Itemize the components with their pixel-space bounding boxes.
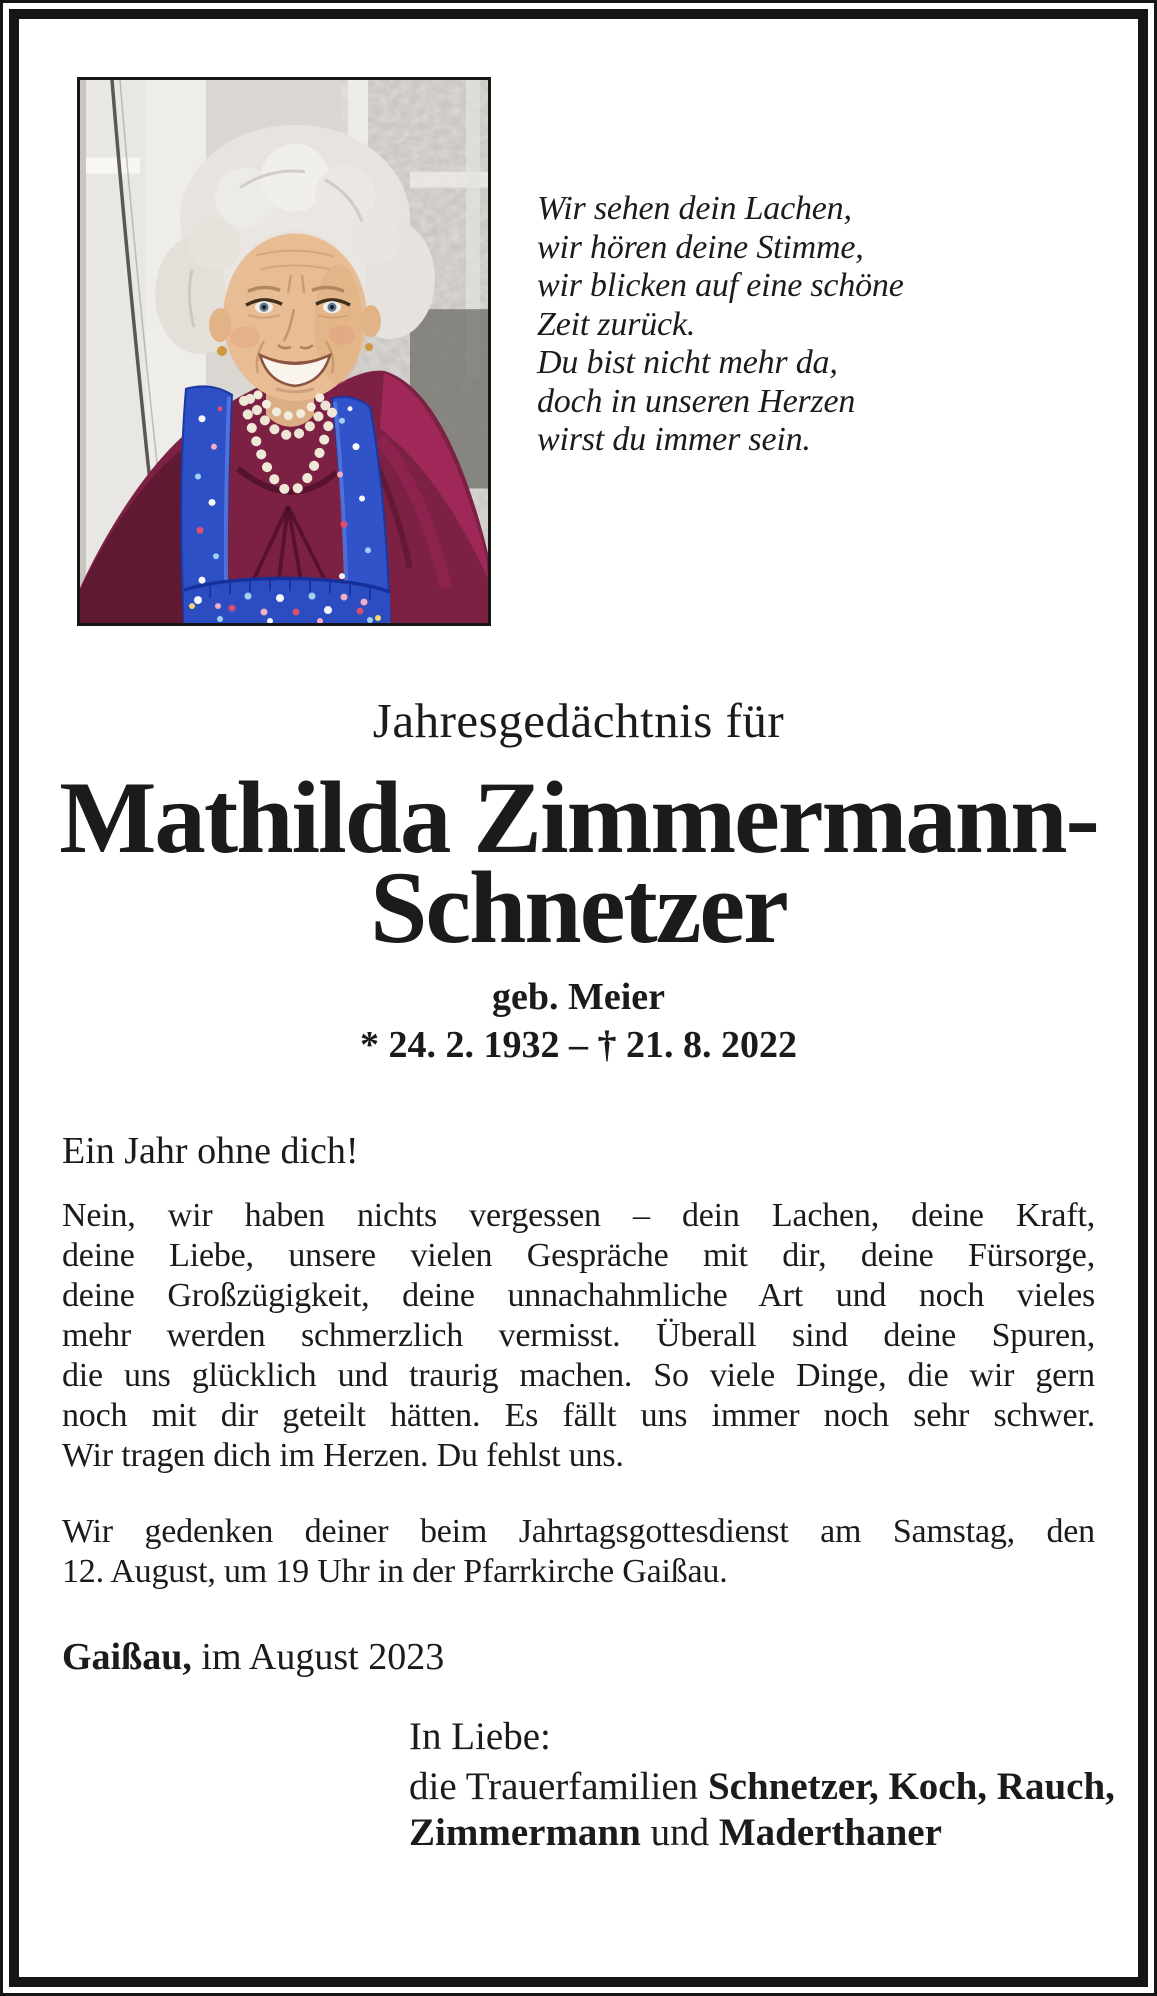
maiden-name: geb. Meier [491,976,666,1018]
family-line-1-names: Schnetzer, Koch, Rauch, [707,1765,1115,1808]
closing-salutation: In Liebe: [409,1715,551,1758]
name-line-2: Schnetzer [370,851,787,965]
place-name: Gaißau, [62,1636,192,1678]
date-separator: – [569,1024,588,1066]
announcement-line: Wir gedenken deiner beim Jahrtagsgottesdienst am Samstag, den [62,1513,1095,1550]
portrait-photo [77,77,491,626]
family-line-2-connector: und [640,1811,719,1854]
memorial-poem [537,190,904,460]
death-date: † 21. 8. 2022 [597,1024,797,1066]
closing-block [409,1714,1115,1856]
family-line-1 [409,1764,1115,1810]
text-line: noch mit dir geteilt hätten. Es fällt uns immer noch sehr schwer. [62,1397,1095,1434]
deceased-name [20,761,1137,965]
poem-line: Wir sehen dein Lachen, [537,190,852,227]
poem-line: wirst du immer sein. [537,421,811,458]
family-name-maderthaner: Maderthaner [718,1811,942,1854]
name-line-1: Mathilda Zimmermann- [59,761,1098,875]
date-text: im August 2023 [191,1636,445,1678]
text-line: mehr werden schmerzlich vermisst. Überall sind deine Spuren, [62,1317,1095,1354]
text-line: Wir tragen dich im Herzen. Du fehlst uns. [62,1437,624,1474]
family-line-1-prefix: die Trauerfamilien [409,1765,708,1808]
poem-line: wir hören deine Stimme, [537,228,864,266]
service-announcement [62,1512,1095,1592]
text-line: deine Liebe, unsere vielen Gespräche mit dir, deine Fürsorge, [62,1237,1095,1274]
announcement-line: 12. August, um 19 Uhr in der Pfarrkirche Gaißau. [62,1553,728,1590]
poem-line: wir blicken auf eine schöne [537,267,904,304]
family-line-2 [409,1810,1115,1856]
birth-date: * 24. 2. 1932 [360,1024,560,1066]
memorial-text [62,1196,1095,1476]
text-line: deine Großzügigkeit, deine unnachahmliche Art und noch vieles [62,1277,1095,1314]
place-date-line [62,1638,444,1676]
poem-line: doch in unseren Herzen [537,382,856,420]
text-line: Nein, wir haben nichts vergessen – dein Lachen, deine Kraft, [62,1197,1095,1234]
text-line: die uns glücklich und traurig machen. So viele Dinge, die wir gern [62,1357,1095,1394]
poem-line: Du bist nicht mehr da, [537,344,838,381]
occasion-heading: Jahresgedächtnis für [372,693,785,748]
intro-line: Ein Jahr ohne dich! [62,1130,359,1172]
life-dates [0,1026,1157,1064]
poem-line: Zeit zurück. [537,305,696,343]
family-name-zimmermann: Zimmermann [409,1811,641,1854]
